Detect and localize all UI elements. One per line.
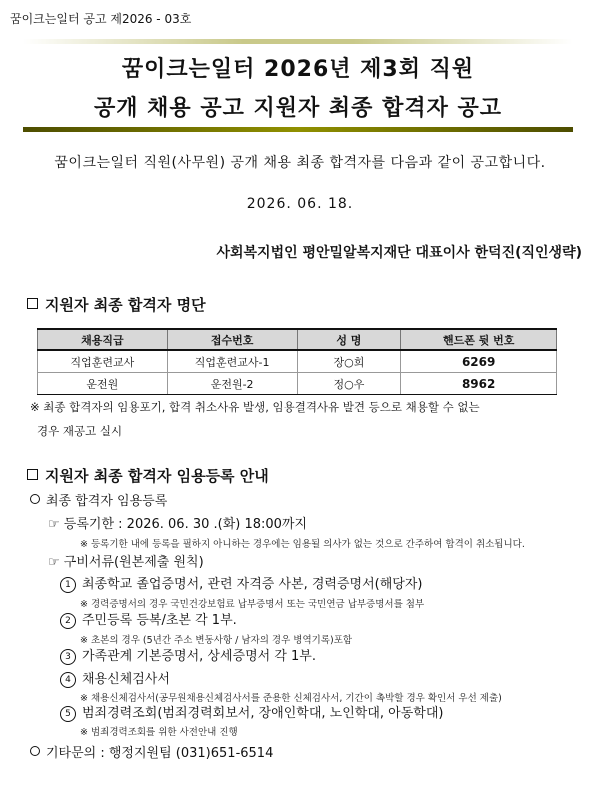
note-line-2: 경우 재공고 실시 [37,424,123,438]
cell-phone-suffix: 8962 [401,373,557,395]
cell-name: 정○우 [297,373,401,395]
documents-title: 구비서류(원본제출 원칙) [63,555,204,570]
registration-subheading [30,490,167,509]
title-line-1: 꿈이크는일터 2026년 제3회 직원 [121,57,475,82]
document-item-note: ※ 초본의 경우 (5년간 주소 변동사항 / 남자의 경우 병역기록)포함 [80,635,353,646]
documents-heading [48,551,204,570]
contact-text: 기타문의 : 행정지원팀 (031)651-6514 [46,746,274,761]
document-item-note: ※ 경력증명서의 경우 국민건강보험료 납부증명서 또는 국민연금 납부증명서를 첨부 [80,599,425,610]
number-badge: 5 [60,706,76,722]
square-bullet-icon [27,298,38,309]
document-item [60,645,316,665]
registration-subtitle: 최종 합격자 임용등록 [46,494,168,509]
cell-phone-suffix: 6269 [401,350,557,373]
document-item [60,702,443,722]
section2-heading [27,465,269,486]
column-header: 접수번호 [167,329,297,350]
number-badge: 4 [60,672,76,688]
document-item-text: 채용신체검사서 [82,672,170,687]
document-item-text: 가족관계 기본증명서, 상세증명서 각 1부. [82,649,316,664]
square-bullet-icon [27,469,38,480]
table-row [38,373,557,395]
circle-bullet-icon [30,494,40,504]
issuer: 사회복지법인 평안밀알복지재단 대표이사 한덕진(직인생략) [216,245,582,261]
column-header: 성 명 [297,329,401,350]
deadline-line [48,513,307,532]
document-item [60,668,170,688]
column-header: 채용직급 [38,329,168,350]
announcement-date: 2026. 06. 18. [246,196,354,212]
document-item-note: ※ 범죄경력조회를 위한 사전안내 진행 [80,727,238,738]
document-item-text: 최종학교 졸업증명서, 관련 자격증 사본, 경력증명서(해당자) [82,577,423,592]
intro-text: 꿈이크는일터 직원(사무원) 공개 채용 최종 합격자를 다음과 같이 공고합니다. [54,155,546,171]
cell-name: 장○희 [297,350,401,373]
table-header-row [38,329,557,350]
document-number: 꿈이크는일터 공고 제2026 - 03호 [10,12,192,26]
document-item [60,573,422,593]
section1-title: 지원자 최종 합격자 명단 [45,296,206,314]
note-line-1: 최종 합격자의 임용포기, 합격 취소사유 발생, 임용결격사유 발견 등으로 채용할 수 없는 [43,400,480,414]
deadline-note: ※ 등록기한 내에 등록을 필하지 아니하는 경우에는 임용될 의사가 없는 것으로 간주하여 합격이 취소됩니다. [80,539,525,550]
number-badge: 3 [60,649,76,665]
title-rule-bottom [23,127,573,132]
document-item-note: ※ 채용신체검사서(공무원채용신체검사서를 준용한 신체검사서, 기간이 촉박할 경우 확인서 우선 제출) [80,693,502,704]
pointing-hand-icon: ☞ [48,555,60,570]
pointing-hand-icon: ☞ [48,517,60,532]
reannouncement-note [30,395,575,443]
contact-line [30,742,273,761]
document-item-text: 범죄경력조회(범죄경력회보서, 장애인학대, 노인학대, 아동학대) [82,706,444,721]
circle-bullet-icon [30,746,40,756]
column-header: 핸드폰 뒷 번호 [401,329,557,350]
title-line-2: 공개 채용 공고 지원자 최종 합격자 공고 [94,96,502,121]
title-rule-top [23,39,573,44]
cell-position: 직업훈련교사 [38,350,168,373]
number-badge: 1 [60,577,76,593]
cell-position: 운전원 [38,373,168,395]
table-row [38,350,557,373]
deadline-text: 등록기한 : 2026. 06. 30 .(화) 18:00까지 [63,517,308,532]
finalist-table [37,328,557,395]
title-banner [23,39,573,132]
number-badge: 2 [60,613,76,629]
section2-title: 지원자 최종 합격자 임용등록 안내 [45,467,269,485]
document-item [60,609,237,629]
note-mark: ※ [30,400,40,414]
section1-heading [27,294,206,315]
cell-application-no: 운전원-2 [167,373,297,395]
document-item-text: 주민등록 등복/초본 각 1부. [82,613,237,628]
cell-application-no: 직업훈련교사-1 [167,350,297,373]
